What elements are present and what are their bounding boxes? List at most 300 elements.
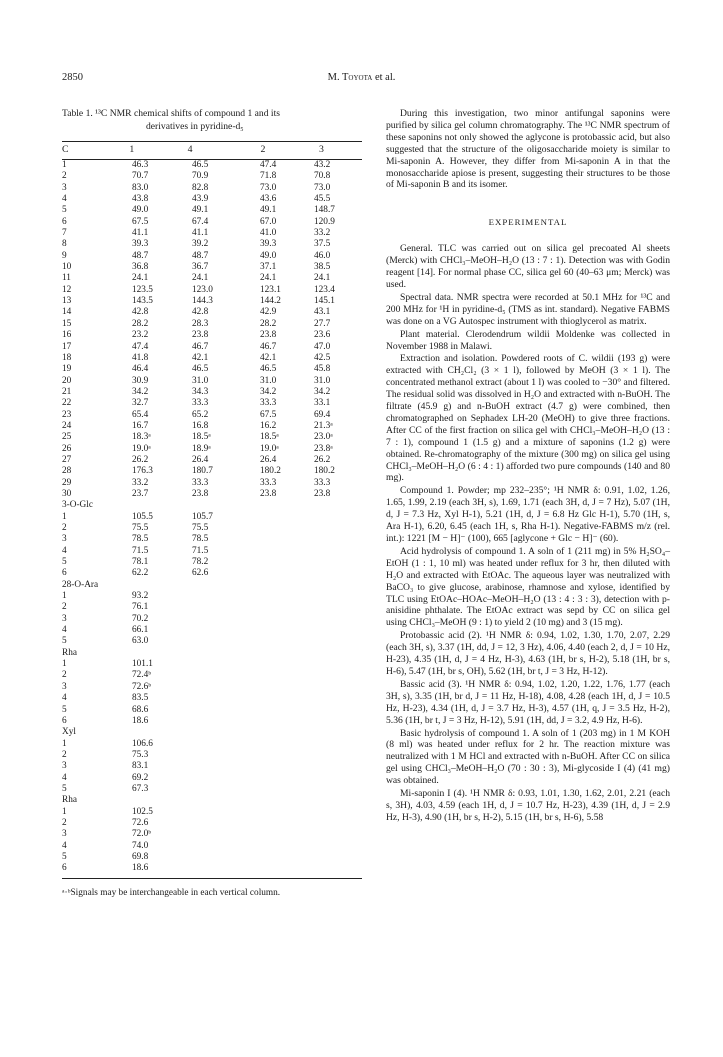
table-cell	[260, 705, 314, 716]
table-cell	[314, 625, 362, 636]
table-row	[62, 296, 362, 307]
table-cell: 23.0ᵃ	[314, 432, 333, 443]
table-cell	[314, 693, 362, 704]
table-cell: 37.1	[260, 262, 277, 273]
table-cell: 74.0	[132, 840, 149, 851]
table-cell: 65.2	[192, 409, 209, 420]
intro-paragraph: During this investigation, two minor antifungal saponins were purified by silica gel column chromatography. The ¹³C NMR spectrum of these saponins not only showed the aglycone is protobassic acid, but also suggested that the structure of the oligosaccharide moiety is similar to Mi-saponin A. However, they differ from Mi-saponin A in that the monosaccharide apiose is present, suggesting their structures to be those of Mi-saponin B and its isomer.	[386, 108, 670, 191]
table-section-label: 3-O-Glc	[62, 500, 93, 511]
table-cell: 7	[62, 228, 67, 239]
table-section-label: Xyl	[62, 727, 76, 738]
table-cell: 148.7	[314, 205, 335, 216]
table-cell	[314, 512, 362, 523]
table-cell: 46.4	[132, 364, 149, 375]
table-row	[62, 444, 362, 455]
table-cell: 33.3	[192, 477, 209, 488]
table-cell: 70.8	[314, 171, 331, 182]
table-cell: 67.5	[132, 216, 149, 227]
table-cell	[314, 784, 362, 795]
table-cell: 105.7	[192, 511, 213, 522]
table-row	[62, 705, 362, 716]
table-cell: 6	[62, 216, 67, 227]
table-cell: 71.5	[192, 545, 209, 556]
table-top-rule	[62, 141, 362, 142]
table-cell: 123.4	[314, 284, 335, 295]
table-cell	[314, 750, 362, 761]
table-cell: 67.0	[260, 216, 277, 227]
table-cell: 23.2	[132, 330, 149, 341]
table-cell: 16	[62, 330, 72, 341]
table-cell: 46.7	[192, 341, 209, 352]
table-cell: 176.3	[132, 466, 153, 477]
table-row	[62, 262, 362, 273]
table-cell: 6	[62, 863, 67, 874]
table-cell: 72.4ᵇ	[132, 670, 152, 681]
table-cell: 78.5	[132, 534, 149, 545]
table-cell	[314, 636, 362, 647]
table-row	[62, 194, 362, 205]
table-cell	[260, 829, 314, 840]
experimental-paragraphs	[386, 243, 670, 824]
table-cell: 78.5	[192, 534, 209, 545]
table-cell: 10	[62, 262, 72, 273]
table-cell: 70.2	[132, 613, 149, 624]
table-cell	[192, 705, 260, 716]
table-cell: 33.3	[260, 477, 277, 488]
table-cell: 18	[62, 352, 72, 363]
table-cell: 24	[62, 420, 72, 431]
table-bottom-rule	[62, 878, 362, 879]
table-cell	[314, 841, 362, 852]
table-cell: 33.3	[192, 398, 209, 409]
table-row	[62, 387, 362, 398]
section-heading-experimental: EXPERIMENTAL	[488, 217, 568, 228]
table-cell	[260, 670, 314, 681]
table-cell: 30	[62, 488, 72, 499]
table-row	[62, 171, 362, 182]
table-cell: 49.0	[132, 205, 149, 216]
table-cell: 31.0	[314, 375, 331, 386]
table-row	[62, 716, 362, 727]
table-row	[62, 534, 362, 545]
table-cell: 45.5	[314, 194, 331, 205]
table-cell	[260, 773, 314, 784]
table-cell	[260, 602, 314, 613]
table-row	[62, 546, 362, 557]
table-cell	[314, 773, 362, 784]
table-row	[62, 398, 362, 409]
table-cell: 5	[62, 636, 67, 647]
table-cell	[260, 818, 314, 829]
table-cell: 2	[62, 171, 67, 182]
table-cell: 16.8	[192, 420, 209, 431]
table-cell: 29	[62, 477, 72, 488]
table-cell	[314, 602, 362, 613]
table-row	[62, 761, 362, 772]
table-cell	[260, 636, 314, 647]
table-cell: 33.3	[260, 398, 277, 409]
table-cell: 28.2	[260, 318, 277, 329]
table-cell: 23.8	[192, 330, 209, 341]
table-cell: 105.5	[132, 511, 153, 522]
table-row	[62, 636, 362, 647]
table-cell: 180.2	[260, 466, 281, 477]
table-cell: 28	[62, 466, 72, 477]
table-cell: 42.1	[260, 352, 277, 363]
table-row	[62, 319, 362, 330]
table-cell: 34.2	[260, 386, 277, 397]
table-cell	[260, 568, 314, 579]
table-cell: 2	[62, 602, 67, 613]
table-cell	[260, 761, 314, 772]
table-cell: 123.5	[132, 284, 153, 295]
body-text	[386, 108, 670, 824]
col-header-c: C	[62, 144, 69, 155]
table-cell: 13	[62, 296, 72, 307]
table-cell	[260, 591, 314, 602]
table-cell: 70.7	[132, 171, 149, 182]
table-cell	[260, 750, 314, 761]
table-cell: 73.0	[314, 182, 331, 193]
table-cell: 18.6	[132, 715, 149, 726]
table-row	[62, 285, 362, 296]
table-cell: 46.5	[192, 364, 209, 375]
table-cell: 24.1	[192, 273, 209, 284]
table-cell	[192, 750, 260, 761]
table-cell: 12	[62, 284, 72, 295]
table-cell: 68.6	[132, 704, 149, 715]
table-cell: 34.2	[314, 386, 331, 397]
table-cell: 75.3	[132, 749, 149, 760]
table-cell: 63.0	[132, 636, 149, 647]
table-cell	[192, 739, 260, 750]
table-cell: 34.3	[192, 386, 209, 397]
table-cell	[314, 682, 362, 693]
table-cell	[260, 614, 314, 625]
table-cell	[260, 625, 314, 636]
table-cell: 26.2	[314, 454, 331, 465]
table-cell: 26.4	[260, 454, 277, 465]
table-cell	[260, 546, 314, 557]
table-cell: 42.8	[132, 307, 149, 318]
table-cell: 49.0	[260, 250, 277, 261]
table-row	[62, 852, 362, 863]
table-cell: 19	[62, 364, 72, 375]
experimental-paragraph: Compound 1. Powder; mp 232–235°; ¹H NMR δ: 0.91, 1.02, 1.26, 1.65, 1.99, 2.19 (each 3H, s), 1.69, 1.71 (each 3H, d, J = 7 Hz), 5.07 (1H, d, J = 7.3 Hz, Xyl H-1), 5.21 (1H, d, J = 6.8 Hz Glc H-1), 5.70 (1H, s, Ara H-1), 6.20, 6.45 (each 1H, s, Rha H-1). Negative-FABMS m/z (rel. int.): 1221 [M − H]⁻ (100), 665 [aglycone + Glc − H]⁻ (60).	[386, 485, 670, 544]
table-cell: 23.8	[192, 488, 209, 499]
table-row	[62, 602, 362, 613]
table-cell	[192, 693, 260, 704]
table-cell: 82.8	[192, 182, 209, 193]
table-cell: 46.5	[260, 364, 277, 375]
table-cell: 28.2	[132, 318, 149, 329]
table-cell: 1	[62, 511, 67, 522]
table-cell: 6	[62, 715, 67, 726]
table-cell: 47.4	[132, 341, 149, 352]
table-cell: 180.2	[314, 466, 335, 477]
table-row	[62, 739, 362, 750]
table-cell: 24.1	[314, 273, 331, 284]
table-cell: 93.2	[132, 591, 149, 602]
table-row	[62, 455, 362, 466]
table-row	[62, 807, 362, 818]
table-row	[62, 591, 362, 602]
table-cell: 1	[62, 806, 67, 817]
table-cell	[192, 829, 260, 840]
table-cell: 30.9	[132, 375, 149, 386]
table-cell: 31.0	[260, 375, 277, 386]
table-caption-line1: Table 1. ¹³C NMR chemical shifts of compound 1 and its	[62, 108, 280, 119]
table-cell: 41.1	[192, 228, 209, 239]
table-cell: 42.1	[192, 352, 209, 363]
table-header-row	[62, 143, 362, 157]
experimental-paragraph: Mi-saponin I (4). ¹H NMR δ: 0.93, 1.01, 1.30, 1.62, 2.01, 2.21 (each s, 3H), 4.03, 4.59 (each 1H, d, J = 10.7 Hz, H-23), 4.39 (1H, d, J = 2.9 Hz, H-3), 4.90 (1H, br s, H-2), 5.15 (1H, br s, H-6), 5.58	[386, 788, 670, 823]
table-cell: 22	[62, 398, 72, 409]
table-cell: 39.3	[260, 239, 277, 250]
table-cell	[260, 852, 314, 863]
table-row	[62, 863, 362, 874]
table-cell	[314, 863, 362, 874]
running-head-smallcaps: oyota	[348, 72, 373, 83]
table-cell: 6	[62, 568, 67, 579]
table-footnote: ᵃ·ᵇSignals may be interchangeable in each vertical column.	[62, 887, 281, 898]
table-cell: 23.8	[260, 488, 277, 499]
table-cell: 41.1	[132, 228, 149, 239]
table-cell: 16.7	[132, 420, 149, 431]
table-cell: 23.8	[314, 488, 331, 499]
table-cell	[192, 863, 260, 874]
table-row	[62, 342, 362, 353]
table-cell: 43.8	[132, 194, 149, 205]
table-cell: 21	[62, 386, 72, 397]
table-cell: 1	[62, 160, 67, 170]
table-cell: 1	[62, 738, 67, 749]
table-row	[62, 410, 362, 421]
table-cell	[314, 614, 362, 625]
table-cell: 73.0	[260, 182, 277, 193]
table-cell: 76.1	[132, 602, 149, 613]
table-cell	[314, 761, 362, 772]
table-cell: 67.3	[132, 783, 149, 794]
table-row	[62, 376, 362, 387]
table-cell: 69.4	[314, 409, 331, 420]
table-cell	[314, 546, 362, 557]
table-cell: 3	[62, 829, 67, 840]
table-cell: 41.0	[260, 228, 277, 239]
table-cell: 39.3	[132, 239, 149, 250]
table-cell: 4	[62, 194, 67, 205]
table-cell: 83.0	[132, 182, 149, 193]
table-cell	[260, 841, 314, 852]
table-row	[62, 251, 362, 262]
table-cell: 43.2	[314, 160, 331, 170]
table-cell: 37.5	[314, 239, 331, 250]
table-body	[62, 160, 362, 875]
table-cell: 4	[62, 772, 67, 783]
table-cell	[192, 807, 260, 818]
table-section-label: 28-O-Ara	[62, 579, 99, 590]
table-cell	[260, 659, 314, 670]
table-cell: 36.7	[192, 262, 209, 273]
table-cell	[260, 784, 314, 795]
table-cell: 45.8	[314, 364, 331, 375]
table-row	[62, 818, 362, 829]
table-cell: 70.9	[192, 171, 209, 182]
table-cell: 26.4	[192, 454, 209, 465]
table-cell	[192, 614, 260, 625]
table-cell	[314, 716, 362, 727]
table-cell	[192, 591, 260, 602]
col-header-2: 2	[260, 144, 266, 155]
table-cell: 15	[62, 318, 72, 329]
table-cell: 26	[62, 443, 72, 454]
table-cell: 41.8	[132, 352, 149, 363]
table-cell: 24.1	[132, 273, 149, 284]
table-cell	[260, 693, 314, 704]
table-cell: 24.1	[260, 273, 277, 284]
nmr-table	[62, 108, 362, 899]
table-row	[62, 228, 362, 239]
table-cell: 5	[62, 557, 67, 568]
table-cell: 2	[62, 817, 67, 828]
table-cell: 27.7	[314, 318, 331, 329]
table-cell: 49.1	[192, 205, 209, 216]
table-row	[62, 682, 362, 693]
table-row	[62, 841, 362, 852]
table-cell: 75.5	[132, 523, 149, 533]
table-cell	[260, 716, 314, 727]
table-cell: 144.2	[260, 296, 281, 307]
table-cell: 120.9	[314, 216, 335, 227]
table-cell: 145.1	[314, 296, 335, 307]
table-cell: 25	[62, 432, 72, 443]
table-cell: 17	[62, 341, 72, 352]
table-cell	[192, 852, 260, 863]
table-cell: 5	[62, 783, 67, 794]
col-header-1: 1	[129, 144, 135, 155]
table-cell: 180.7	[192, 466, 213, 477]
table-cell: 78.1	[132, 557, 149, 568]
table-cell: 28.3	[192, 318, 209, 329]
table-cell: 144.3	[192, 296, 213, 307]
table-cell	[192, 818, 260, 829]
table-row	[62, 466, 362, 477]
table-row	[62, 353, 362, 364]
table-cell	[192, 682, 260, 693]
table-cell: 75.5	[192, 523, 209, 533]
table-cell: 123.0	[192, 284, 213, 295]
table-cell	[192, 716, 260, 727]
table-row	[62, 489, 362, 500]
table-cell: 65.4	[132, 409, 149, 420]
table-cell: 72.6ᵇ	[132, 681, 152, 692]
table-cell	[260, 512, 314, 523]
experimental-paragraph: Plant material. Clerodendrum wildii Moldenke was collected in November 1988 in Malawi.	[386, 328, 670, 352]
table-cell: 42.5	[314, 352, 331, 363]
table-cell: 4	[62, 545, 67, 556]
table-row	[62, 693, 362, 704]
table-row	[62, 784, 362, 795]
table-cell: 47.4	[260, 160, 277, 170]
table-cell: 62.6	[192, 568, 209, 579]
table-cell: 72.0ᵇ	[132, 829, 152, 840]
table-cell	[192, 761, 260, 772]
table-cell	[314, 739, 362, 750]
table-cell: 1	[62, 591, 67, 602]
table-cell: 102.5	[132, 806, 153, 817]
table-cell: 43.1	[314, 307, 331, 318]
table-cell: 9	[62, 250, 67, 261]
table-cell: 123.1	[260, 284, 281, 295]
table-cell: 27	[62, 454, 72, 465]
table-cell	[314, 705, 362, 716]
table-cell	[192, 625, 260, 636]
table-cell	[314, 523, 362, 534]
table-cell: 33.2	[314, 228, 331, 239]
table-cell: 33.3	[314, 477, 331, 488]
table-cell: 18.3ᵃ	[132, 432, 151, 443]
table-cell	[192, 784, 260, 795]
table-row	[62, 557, 362, 568]
experimental-paragraph: Bassic acid (3). ¹H NMR δ: 0.94, 1.02, 1.20, 1.22, 1.76, 1.77 (each 3H, s), 3.35 (1H, br d, J = 11 Hz, H-18), 4.08, 4.28 (each 1H, d, J = 10.5 Hz, H-23), 4.34 (1H, d, J = 3.7 Hz, H-3), 4.57 (1H, q, J = 3.5 Hz, H-2), 5.36 (1H, br t, J = 3 Hz, H-12), 5.91 (1H, dd, J = 3.2, 4.9 Hz, H-6).	[386, 678, 670, 726]
table-cell: 4	[62, 625, 67, 636]
table-cell: 4	[62, 693, 67, 704]
experimental-paragraph: Spectral data. NMR spectra were recorded at 50.1 MHz for ¹³C and 200 MHz for ¹H in pyridine-d₅ (TMS as int. standard). Negative FABMS was done on a VG Autospec instrument with thioglycerol as matrix.	[386, 291, 670, 327]
table-row	[62, 670, 362, 681]
running-head	[0, 72, 723, 83]
table-cell: 16.2	[260, 420, 277, 431]
running-head-suffix: et al.	[372, 72, 396, 83]
table-cell: 31.0	[192, 375, 209, 386]
table-row	[62, 239, 362, 250]
experimental-paragraph: Extraction and isolation. Powdered roots of C. wildii (193 g) were extracted with CH₂Cl₂ (3 × 1 l), followed by MeOH (3 × 1 l). The concentrated methanol extract (about 1 l) was cooled to −30° and filtered. The residual solid was dissolved in H₂O and extracted with n-BuOH. The filtrate (45.9 g) and n-BuOH extract (4.7 g) were combined, then chromatographed on Sephadex LH-20 (MeOH) to give three fractions. After CC of the first fraction on silica gel with CHCl₃–MeOH–H₂O (13 : 7 : 1), compound 1 (1.5 g) and a mixture of saponins (1.2 g) were obtained. Re-chromatography of the mixture (300 mg) on silica gel using CHCl₃–MeOH–H₂O (6 : 4 : 1) afforded two pure compounds (140 and 80 mg).	[386, 353, 670, 484]
table-cell: 23	[62, 409, 72, 420]
table-cell: 101.1	[132, 659, 153, 670]
table-cell: 20	[62, 375, 72, 386]
table-cell	[314, 534, 362, 545]
table-cell: 83.5	[132, 693, 149, 704]
table-row	[62, 478, 362, 489]
table-cell	[314, 591, 362, 602]
table-cell	[314, 818, 362, 829]
table-caption	[62, 108, 362, 133]
table-cell: 49.1	[260, 205, 277, 216]
table-cell: 3	[62, 681, 67, 692]
table-cell: 18.9ᵃ	[192, 443, 211, 454]
table-cell	[192, 841, 260, 852]
table-cell: 3	[62, 613, 67, 624]
table-cell: 38.5	[314, 262, 331, 273]
table-cell: 42.9	[260, 307, 277, 318]
table-row	[62, 773, 362, 784]
table-cell: 4	[62, 840, 67, 851]
table-cell: 47.0	[314, 341, 331, 352]
table-cell: 18.6	[132, 863, 149, 874]
experimental-paragraph: Basic hydrolysis of compound 1. A soln of 1 (203 mg) in 1 M KOH (8 ml) was heated under reflux for 2 hr. The reaction mixture was neutralized with 1 M HCl and extracted with n-BuOH. After CC on silica gel using CHCl₃–MeOH–H₂O (70 : 30 : 3), Mi-glycoside I (4) (41 mg) was obtained.	[386, 727, 670, 787]
table-row	[62, 183, 362, 194]
table-cell: 2	[62, 523, 67, 533]
table-cell: 62.2	[132, 568, 149, 579]
table-cell	[314, 557, 362, 568]
table-cell	[192, 659, 260, 670]
table-cell	[314, 852, 362, 863]
col-header-3: 3	[318, 144, 324, 155]
experimental-paragraph: General. TLC was carried out on silica gel precoated Al sheets (Merck) with CHCl₃–MeOH–H₂O (13 : 7 : 1). Detection was with Godin reagent [14]. For normal phase CC, silica gel 60 (40–63 μm; Merck) was used.	[386, 243, 670, 290]
table-row	[62, 568, 362, 579]
table-cell	[314, 670, 362, 681]
table-cell: 71.5	[132, 545, 149, 556]
table-cell: 32.7	[132, 398, 149, 409]
